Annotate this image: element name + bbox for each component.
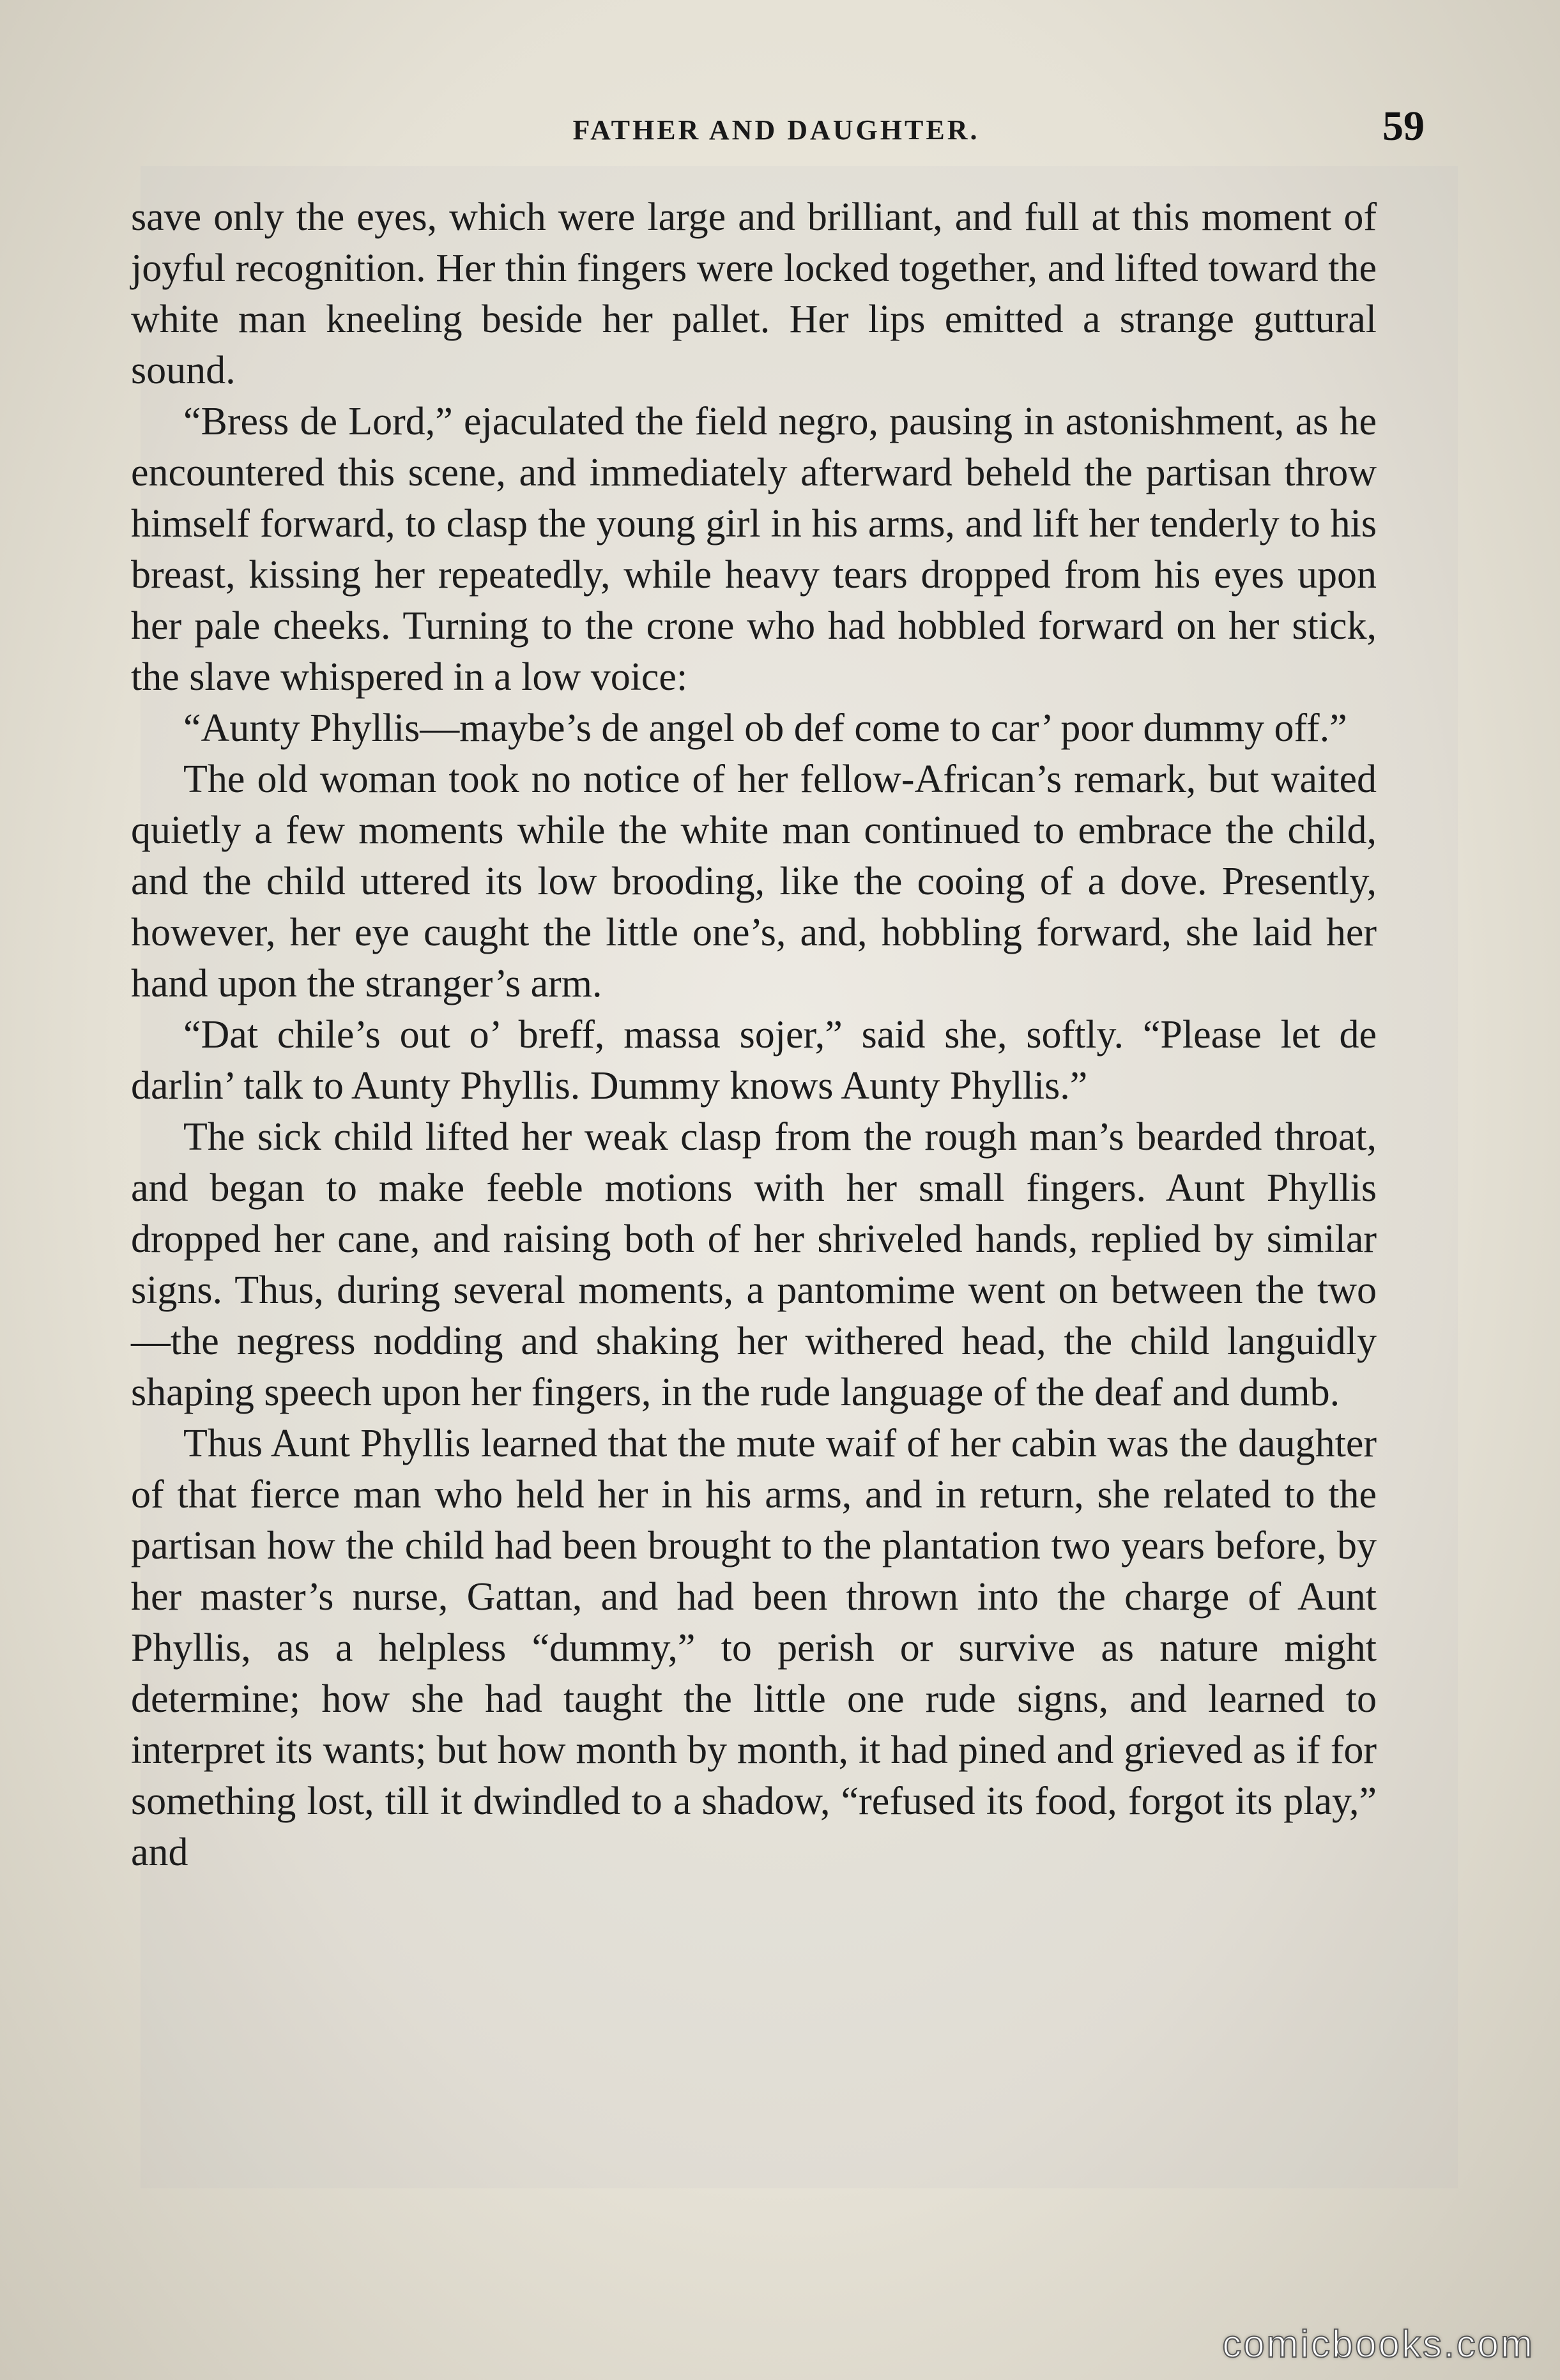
body-text xyxy=(131,192,1377,1878)
running-title: FATHER AND DAUGHTER. xyxy=(572,114,980,146)
paragraph: Thus Aunt Phyllis learned that the mute waif of her cabin was the daughter of that fierce man who held her in his arms, and in return, she related to the partisan how the child had been brought to the plantation two years before, by her master’s nurse, Gattan, and had been thrown into the charge of Aunt Phyllis, as a helpless “dummy,” to perish or survive as nature might determine; how she had taught the little one rude signs, and learned to interpret its wants; but how month by month, it had pined and grieved as if for something lost, till it dwindled to a shadow, “refused its food, forgot its play,” and xyxy=(131,1422,1377,1874)
running-head xyxy=(128,102,1425,160)
paragraph-continued: save only the eyes, which were large and brilliant, and full at this moment of joyful recognition. Her thin fingers were locked together, and lifted toward the white man kneeling beside her pallet. Her lips emitted a strange guttural sound. xyxy=(131,195,1377,392)
watermark: comicbooks.com xyxy=(1222,2323,1534,2365)
paragraph: The sick child lifted her weak clasp from the rough man’s bearded throat, and began to make feeble motions with her small fingers. Aunt Phyllis dropped her cane, and raising both of her shriveled hands, replied by similar signs. Thus, during several moments, a pantomime went on between the two—the negress nodding and shaking her withered head, the child languidly shaping speech upon her fingers, in the rude language of the deaf and dumb. xyxy=(131,1115,1377,1414)
paragraph: “Aunty Phyllis—maybe’s de angel ob def come to car’ poor dummy off.” xyxy=(183,706,1347,750)
paragraph: “Dat chile’s out o’ breff, massa sojer,” said she, softly. “Please let de darlin’ talk to Aunty Phyllis. Dummy knows Aunty Phyllis.” xyxy=(131,1013,1377,1108)
paragraph: The old woman took no notice of her fellow-African’s remark, but waited quietly a few moments while the white man continued to embrace the child, and the child uttered its low brooding, like the cooing of a dove. Presently, however, her eye caught the little one’s, and, hobbling forward, she laid her hand upon the stranger’s arm. xyxy=(131,758,1377,1005)
page-number: 59 xyxy=(1382,103,1425,149)
paragraph: “Bress de Lord,” ejaculated the field negro, pausing in astonishment, as he encountered this scene, and immediately afterward beheld the partisan throw himself forward, to clasp the young girl in his arms, and lift her tenderly to his breast, kissing her repeatedly, while heavy tears dropped from his eyes upon her pale cheeks. Turning to the crone who had hobbled forward on her stick, the slave whispered in a low voice: xyxy=(131,400,1377,699)
